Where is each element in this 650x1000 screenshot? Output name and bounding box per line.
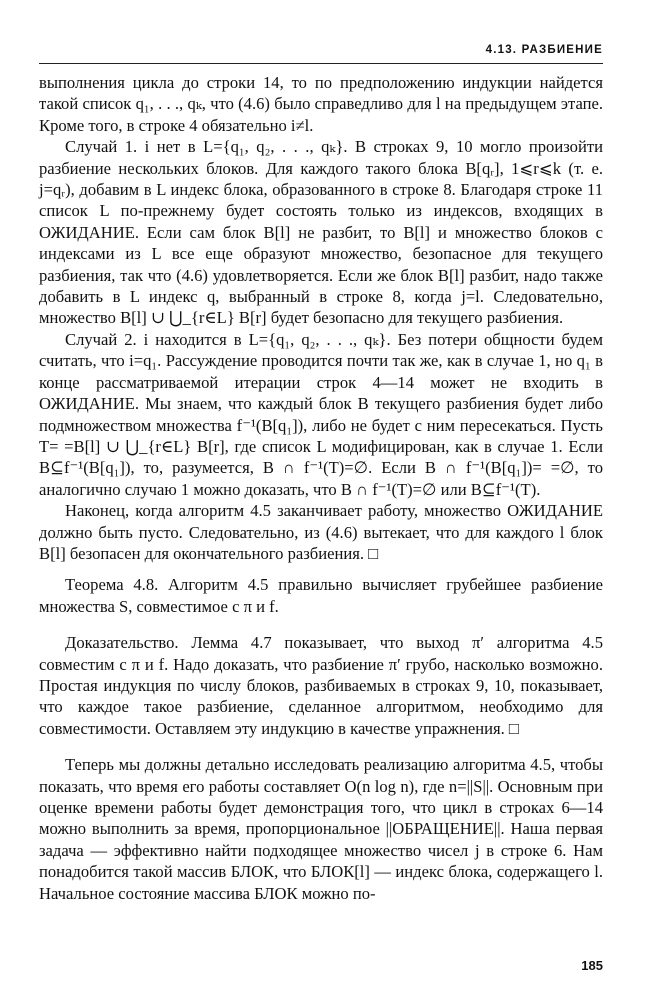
theorem-4-8: Теорема 4.8. Алгоритм 4.5 правильно вычисляет грубейшее разбиение множества S, совместимое с π и f. [39, 575, 603, 616]
header-rule [39, 63, 603, 64]
paragraph-case-1: Случай 1. i нет в L={q₁, q₂, . . ., qₖ}. В строках 9, 10 могло произойти разбиение нескольких блоков. Для каждого такого блока B[qᵣ], 1⩽r⩽k (т. е. j=qᵣ), добавим в L индекс блока, образованного в строке 8. Благодаря строке 11 список L по-прежнему будет состоять только из индексов, входящих в ОЖИДАНИЕ. Если сам блок B[l] не разбит, то B[l] и множество блоков с индексами из L все еще образуют множество, безопасное для текущего разбиения, так что (4.6) удовлетворяется. Если же блок B[l] разбит, надо также добавить в L индекс q, выбранный в строке 8, когда j=l. Следовательно, множество B[l] ∪ ⋃_{r∈L} B[r] будет безопасно для текущего разбиения. [39, 137, 603, 328]
page-number: 185 [581, 958, 603, 973]
proof: Доказательство. Лемма 4.7 показывает, что выход π′ алгоритма 4.5 совместим с π и f. Надо доказать, что разбиение π′ грубо, насколько возможно. Простая индукция по числу блоков, разбиваемых в строках 9, 10, показывает, что каждое такое разбиение, сделанное алгоритмом, необходимо для совместимости. Оставляем эту индукцию в качестве упражнения. □ [39, 633, 603, 738]
paragraph-conclusion: Наконец, когда алгоритм 4.5 заканчивает работу, множество ОЖИДАНИЕ должно быть пусто. Следовательно, из (4.6) вытекает, что для каждого l блок B[l] безопасен для окончательного разбиения. □ [39, 501, 603, 563]
paragraph-case-2: Случай 2. i находится в L={q₁, q₂, . . ., qₖ}. Без потери общности будем считать, что i=q₁. Рассуждение проводится почти так же, как в случае 1, но q₁ в конце рассматриваемой итерации строк 4—14 может не входить в ОЖИДАНИЕ. Мы знаем, что каждый блок B текущего разбиения будет либо подмножеством множества f⁻¹(B[q₁]), либо не будет с ним пересекаться. Пусть T= =B[l] ∪ ⋃_{r∈L} B[r], где список L модифицирован, как в случае 1. Если B⊆f⁻¹(B[q₁]), то, разумеется, B ∩ f⁻¹(T)=∅. Если B ∩ f⁻¹(B[q₁])= =∅, то аналогично случаю 1 можно доказать, что B ∩ f⁻¹(T)=∅ или B⊆f⁻¹(T). [39, 329, 603, 499]
running-head: 4.13. РАЗБИЕНИЕ [485, 44, 603, 56]
paragraph-implementation: Теперь мы должны детально исследовать реализацию алгоритма 4.5, чтобы показать, что время его работы составляет O(n log n), где n=||S||. Основным при оценке времени работы будет демонстрация того, что цикл в строках 6—14 можно выполнить за время, пропорциональное ||ОБРАЩЕНИЕ||. Наша первая задача — эффективно найти подходящее множество чисел j в строке 6. Нам понадобится такой массив БЛОК, что БЛОК[l] — индекс блока, содержащего l. Начальное состояние массива БЛОК можно по- [39, 755, 603, 903]
page-body [39, 72, 603, 904]
paragraph-intro: выполнения цикла до строки 14, то по предположению индукции найдется такой список q₁, . . ., qₖ, что (4.6) было справедливо для l на предыдущем этапе. Кроме того, в строке 4 обязательно i≠l. [39, 73, 603, 135]
